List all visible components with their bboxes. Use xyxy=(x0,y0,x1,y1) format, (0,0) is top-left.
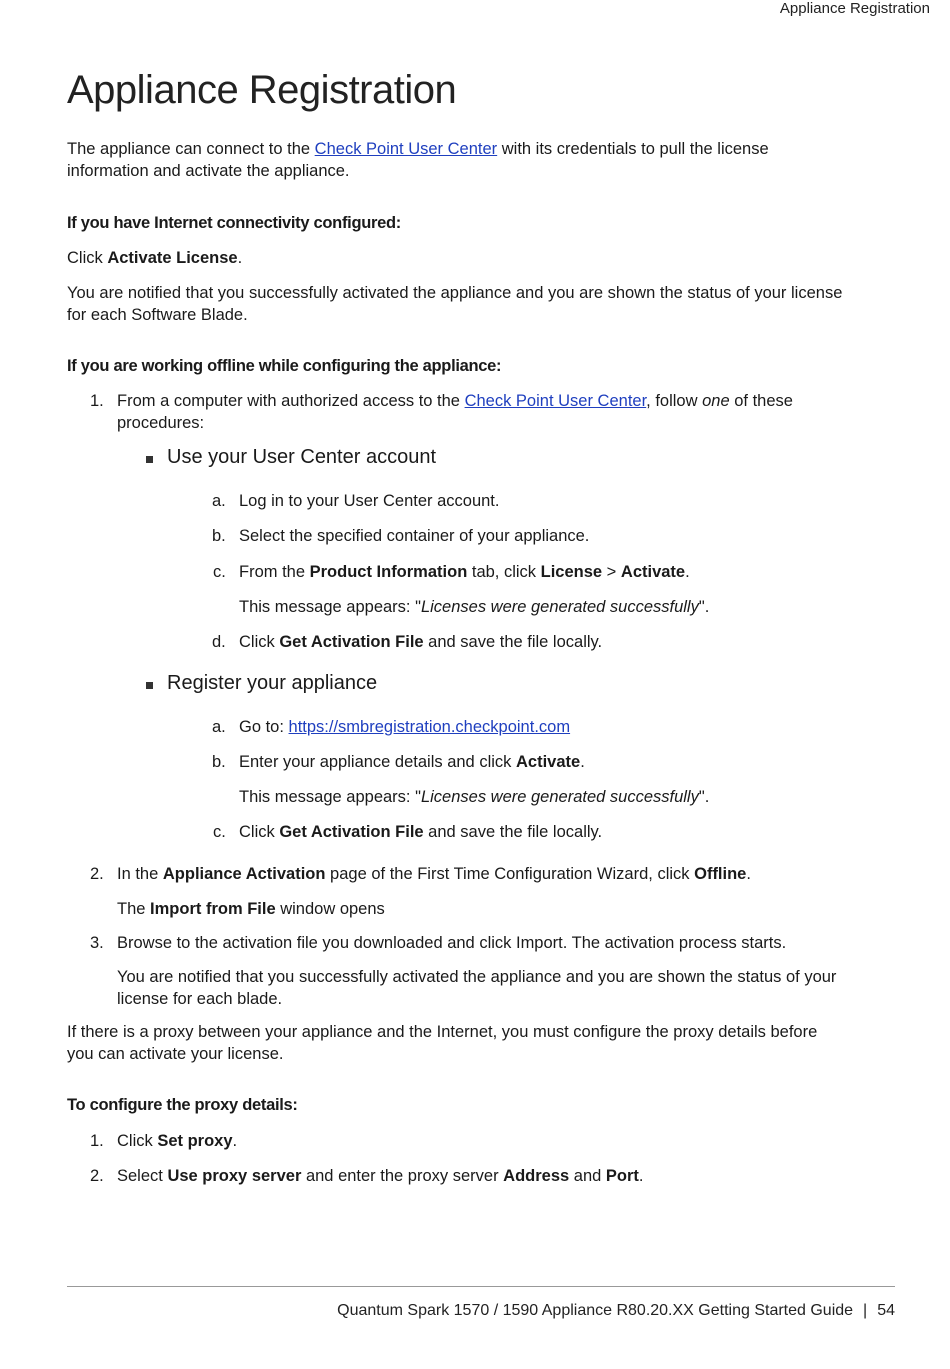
substep-letter: b. xyxy=(212,753,226,771)
bullet-title: Use your User Center account xyxy=(167,446,437,468)
user-center-link[interactable]: Check Point User Center xyxy=(464,392,647,410)
text: ". xyxy=(698,598,710,616)
proxy-step-2 xyxy=(117,1165,643,1187)
text: If there is a proxy between your appliance and the Internet, you must configure the proxy details before xyxy=(67,1023,818,1041)
substep-text: Select the specified container of your appliance. xyxy=(239,527,590,545)
text: and save the file locally. xyxy=(423,633,603,651)
offline-step-2 xyxy=(117,863,751,885)
text: From a computer with authorized access to the xyxy=(117,392,465,410)
get-activation-file-term: Get Activation File xyxy=(279,633,424,651)
footer-separator: | xyxy=(863,1302,868,1319)
bullet-square-icon xyxy=(146,682,153,689)
text: license for each blade. xyxy=(117,990,283,1008)
substep-text: Log in to your User Center account. xyxy=(239,492,500,510)
substep-letter: b. xyxy=(212,527,226,545)
bullet-square-icon xyxy=(146,456,153,463)
text: tab, click xyxy=(467,563,541,581)
text: and xyxy=(569,1167,606,1185)
product-information-term: Product Information xyxy=(309,563,468,581)
import-from-file-term: Import from File xyxy=(150,900,276,918)
activate-term: Activate xyxy=(516,753,581,771)
text: Licenses were generated successfully xyxy=(420,598,699,616)
substep-text xyxy=(239,561,690,583)
text: . xyxy=(580,753,585,771)
text: window opens xyxy=(275,900,385,918)
activate-term: Activate xyxy=(620,563,686,581)
text: Select xyxy=(117,1167,168,1185)
text: This message appears: " xyxy=(239,788,421,806)
footer-guide-title: Quantum Spark 1570 / 1590 Appliance R80.20.XX Getting Started Guide xyxy=(337,1302,854,1319)
port-term: Port xyxy=(605,1167,639,1185)
step-number: 2. xyxy=(90,865,104,883)
smbregistration-link[interactable]: https://smbregistration.checkpoint.com xyxy=(288,718,571,736)
text: . xyxy=(685,563,690,581)
step-number: 3. xyxy=(90,934,104,952)
offline-step-1 xyxy=(117,390,793,434)
bullet-title: Register your appliance xyxy=(167,672,378,694)
message-note xyxy=(239,596,709,618)
running-header: Appliance Registration xyxy=(779,0,930,17)
online-notify xyxy=(67,282,842,326)
page-number: 54 xyxy=(877,1302,895,1319)
page-title: Appliance Registration xyxy=(67,68,457,112)
text: You are notified that you successfully activated the appliance and you are shown the status of your xyxy=(117,968,837,986)
text: you can activate your license. xyxy=(67,1045,284,1063)
text: From the xyxy=(239,563,310,581)
intro-text: with its credentials to pull the license xyxy=(497,140,769,158)
substep-letter: a. xyxy=(212,492,226,510)
text: Click xyxy=(67,249,108,267)
text: Licenses were generated successfully xyxy=(420,788,699,806)
substep-text xyxy=(239,751,585,773)
text: page of the First Time Configuration Wizard, click xyxy=(325,865,695,883)
online-click-line xyxy=(67,247,242,269)
text: Go to: xyxy=(239,718,289,736)
text: and save the file locally. xyxy=(423,823,603,841)
text: > xyxy=(602,563,621,581)
offline-step-3: Browse to the activation file you downloaded and click Import. The activation process starts. xyxy=(117,934,787,952)
offline-heading: If you are working offline while configuring the appliance: xyxy=(67,357,502,375)
text: Click xyxy=(239,633,280,651)
text: This message appears: " xyxy=(239,598,421,616)
proxy-note xyxy=(67,1021,817,1065)
text: and enter the proxy server xyxy=(301,1167,504,1185)
text: Enter your appliance details and click xyxy=(239,753,516,771)
step-number: 1. xyxy=(90,1132,104,1150)
step-3-note xyxy=(117,966,836,1010)
get-activation-file-term: Get Activation File xyxy=(279,823,424,841)
use-proxy-server-term: Use proxy server xyxy=(167,1167,302,1185)
substep-text xyxy=(239,821,602,843)
activate-license-term: Activate License xyxy=(107,249,238,267)
substep-letter: a. xyxy=(212,718,226,736)
text: of these xyxy=(729,392,793,410)
text: In the xyxy=(117,865,163,883)
substep-letter: c. xyxy=(213,823,226,841)
text: one xyxy=(702,392,730,410)
text: procedures: xyxy=(117,414,205,432)
address-term: Address xyxy=(503,1167,570,1185)
text: . xyxy=(638,1167,644,1185)
substep-text xyxy=(239,631,602,653)
text: , follow xyxy=(646,392,703,410)
text: Click xyxy=(239,823,280,841)
substep-text xyxy=(239,716,570,738)
appliance-activation-term: Appliance Activation xyxy=(162,865,326,883)
user-center-link[interactable]: Check Point User Center xyxy=(314,140,498,158)
online-heading: If you have Internet connectivity configured: xyxy=(67,214,401,232)
step-number: 1. xyxy=(90,392,104,410)
set-proxy-term: Set proxy xyxy=(157,1132,233,1150)
text: ". xyxy=(698,788,710,806)
footer xyxy=(337,1302,895,1320)
text: . xyxy=(746,865,751,883)
intro-text: The appliance can connect to the xyxy=(67,140,315,158)
proxy-heading: To configure the proxy details: xyxy=(67,1096,298,1114)
intro-paragraph xyxy=(67,138,769,182)
intro-text: information and activate the appliance. xyxy=(67,162,350,180)
license-term: License xyxy=(540,563,603,581)
text: . xyxy=(237,249,243,267)
text: You are notified that you successfully activated the appliance and you are shown the status of your license xyxy=(67,284,843,302)
footer-rule xyxy=(67,1286,895,1287)
step-number: 2. xyxy=(90,1167,104,1185)
offline-term: Offline xyxy=(694,865,747,883)
step-2-note xyxy=(117,898,385,920)
substep-letter: d. xyxy=(212,633,226,651)
text: for each Software Blade. xyxy=(67,306,248,324)
text: The xyxy=(117,900,151,918)
text: Click xyxy=(117,1132,158,1150)
text: . xyxy=(232,1132,238,1150)
substep-letter: c. xyxy=(213,563,226,581)
message-note xyxy=(239,786,709,808)
proxy-step-1 xyxy=(117,1130,237,1152)
